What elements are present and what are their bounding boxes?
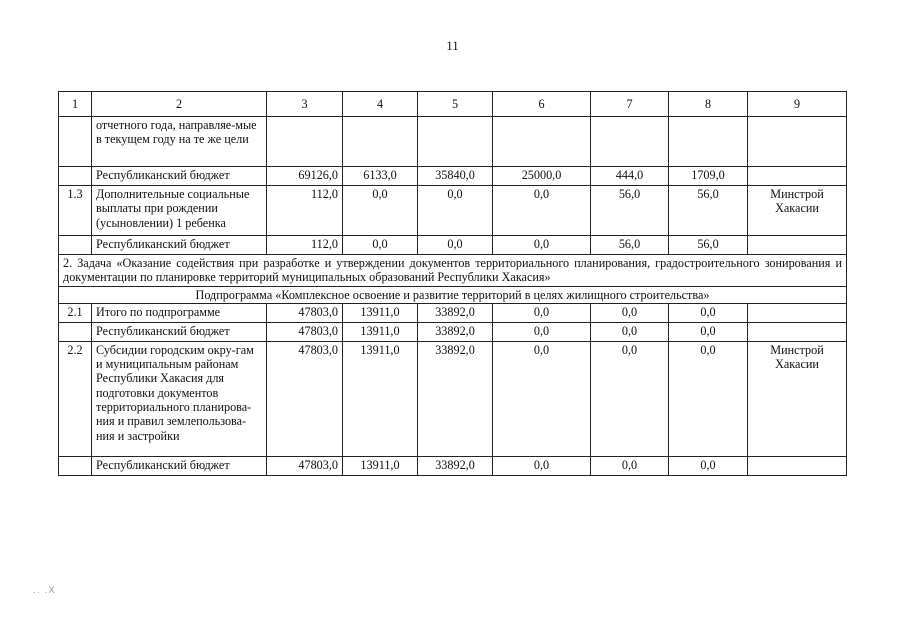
row-number-cell: [59, 167, 92, 186]
value-cell: 33892,0: [418, 303, 493, 322]
row-number-cell: [59, 236, 92, 255]
subprogram-cell: Подпрограмма «Комплексное освоение и развитие территорий в целях жилищного строительства»: [59, 286, 847, 303]
executor-cell: [748, 303, 847, 322]
value-cell: 56,0: [669, 186, 748, 236]
header-cell: 9: [748, 92, 847, 117]
table-row: [59, 341, 847, 456]
executor-cell: [748, 456, 847, 475]
value-cell: [669, 117, 748, 167]
value-cell: 0,0: [669, 341, 748, 456]
value-cell: 33892,0: [418, 456, 493, 475]
value-cell: 33892,0: [418, 341, 493, 456]
row-label-cell: Субсидии городским окру-гам и муниципальным районам Республики Хакасия для подготовки документов территориального планирова-ния и правил землепользова-ния и застройки: [92, 341, 267, 456]
value-cell: 0,0: [493, 456, 591, 475]
value-cell: 56,0: [669, 236, 748, 255]
value-cell: 0,0: [493, 303, 591, 322]
task-row: [59, 255, 847, 287]
table-row: [59, 236, 847, 255]
value-cell: 444,0: [591, 167, 669, 186]
value-cell: 0,0: [669, 456, 748, 475]
row-label-cell: Итого по подпрограмме: [92, 303, 267, 322]
value-cell: [267, 117, 343, 167]
value-cell: 0,0: [493, 236, 591, 255]
executor-cell: [748, 236, 847, 255]
value-cell: [418, 117, 493, 167]
value-cell: 69126,0: [267, 167, 343, 186]
executor-cell: Минстрой Хакасии: [748, 341, 847, 456]
row-label-cell: Республиканский бюджет: [92, 322, 267, 341]
scan-stamp: .. .X: [33, 586, 56, 596]
row-number-cell: [59, 322, 92, 341]
table-row: [59, 303, 847, 322]
value-cell: 112,0: [267, 186, 343, 236]
row-label-cell: Дополнительные социальные выплаты при рождении (усыновлении) 1 ребенка: [92, 186, 267, 236]
header-cell: 6: [493, 92, 591, 117]
value-cell: 35840,0: [418, 167, 493, 186]
value-cell: 6133,0: [343, 167, 418, 186]
header-cell: 1: [59, 92, 92, 117]
value-cell: 112,0: [267, 236, 343, 255]
task-cell: 2. Задача «Оказание содействия при разработке и утверждении документов территориального планирования, градостроительного зонирования и документации по планировке территорий муниципальных образований Республики Хакасия»: [59, 255, 847, 287]
value-cell: 13911,0: [343, 341, 418, 456]
row-label-cell: отчетного года, направляе-мые в текущем году на те же цели: [92, 117, 267, 167]
row-number-cell: 1.3: [59, 186, 92, 236]
value-cell: 0,0: [343, 186, 418, 236]
value-cell: 0,0: [343, 236, 418, 255]
value-cell: 0,0: [591, 322, 669, 341]
value-cell: 13911,0: [343, 456, 418, 475]
row-label-cell: Республиканский бюджет: [92, 456, 267, 475]
header-cell: 5: [418, 92, 493, 117]
executor-cell: [748, 117, 847, 167]
value-cell: 56,0: [591, 236, 669, 255]
row-number-cell: [59, 456, 92, 475]
page-number: 11: [446, 38, 459, 53]
table-row: [59, 117, 847, 167]
executor-cell: [748, 167, 847, 186]
table-header-row: [59, 92, 847, 117]
value-cell: 0,0: [591, 456, 669, 475]
table-row: [59, 167, 847, 186]
row-number-cell: 2.1: [59, 303, 92, 322]
value-cell: 47803,0: [267, 322, 343, 341]
value-cell: 0,0: [669, 303, 748, 322]
header-cell: 7: [591, 92, 669, 117]
budget-table: [58, 91, 847, 476]
value-cell: 0,0: [418, 236, 493, 255]
header-cell: 4: [343, 92, 418, 117]
value-cell: 13911,0: [343, 322, 418, 341]
value-cell: 47803,0: [267, 341, 343, 456]
executor-cell: Минстрой Хакасии: [748, 186, 847, 236]
value-cell: 13911,0: [343, 303, 418, 322]
table-row: [59, 456, 847, 475]
row-label-cell: Республиканский бюджет: [92, 236, 267, 255]
value-cell: 0,0: [418, 186, 493, 236]
value-cell: 0,0: [493, 322, 591, 341]
value-cell: 25000,0: [493, 167, 591, 186]
value-cell: 0,0: [669, 322, 748, 341]
value-cell: 56,0: [591, 186, 669, 236]
value-cell: 0,0: [591, 341, 669, 456]
table-row: [59, 186, 847, 236]
value-cell: 33892,0: [418, 322, 493, 341]
value-cell: 47803,0: [267, 303, 343, 322]
row-label-cell: Республиканский бюджет: [92, 167, 267, 186]
value-cell: [343, 117, 418, 167]
value-cell: 1709,0: [669, 167, 748, 186]
row-number-cell: [59, 117, 92, 167]
value-cell: [591, 117, 669, 167]
value-cell: 0,0: [591, 303, 669, 322]
header-cell: 8: [669, 92, 748, 117]
value-cell: 47803,0: [267, 456, 343, 475]
row-number-cell: 2.2: [59, 341, 92, 456]
subprogram-row: [59, 286, 847, 303]
value-cell: 0,0: [493, 186, 591, 236]
value-cell: 0,0: [493, 341, 591, 456]
header-cell: 2: [92, 92, 267, 117]
table-row: [59, 322, 847, 341]
executor-cell: [748, 322, 847, 341]
header-cell: 3: [267, 92, 343, 117]
value-cell: [493, 117, 591, 167]
